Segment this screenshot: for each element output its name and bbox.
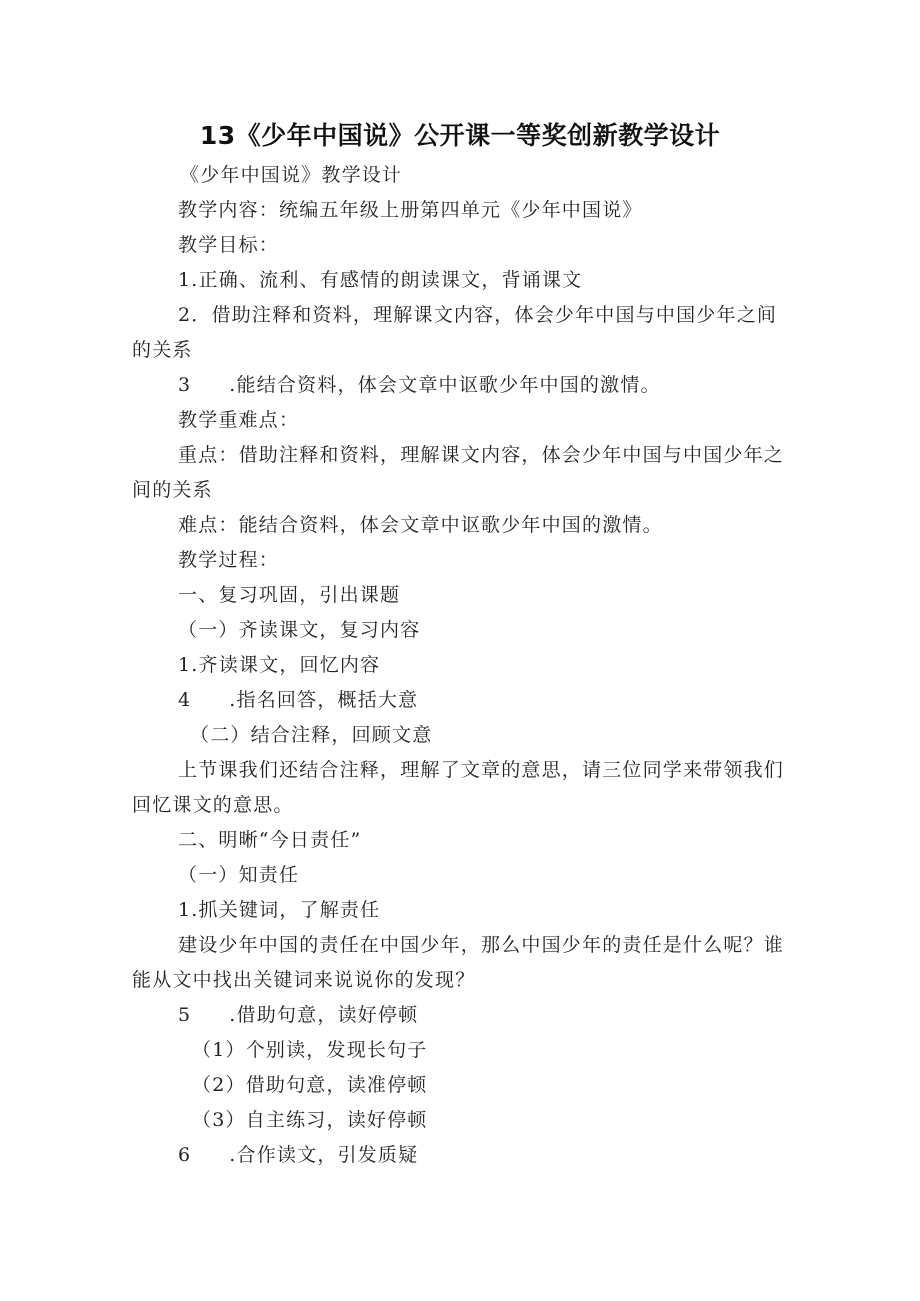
list-number: 6	[178, 1144, 192, 1166]
paragraph-body-cont: 回忆课文的意思。	[132, 794, 294, 816]
paragraph-difficulty: 难点：能结合资料，体会文章中讴歌少年中国的激情。	[178, 514, 663, 536]
subsection-heading-2-1: （一）知责任	[178, 864, 300, 886]
list-item: 1.抓关键词，了解责任	[178, 899, 381, 921]
section-heading-2: 二、明晰“今日责任”	[178, 829, 362, 851]
list-item	[178, 1000, 418, 1027]
paragraph-goal-2-cont: 的关系	[132, 339, 193, 361]
list-text: .指名回答，概括大意	[229, 689, 419, 711]
list-text: .合作读文，引发质疑	[229, 1144, 419, 1166]
list-number: 4	[178, 689, 192, 711]
sub-list-item: （1）个别读，发现长句子	[192, 1039, 428, 1061]
subsection-heading-1-2: （二）结合注释，回顾文意	[190, 724, 433, 746]
sub-list-item: （3）自主练习，读好停顿	[192, 1109, 428, 1131]
subsection-heading-1-1: （一）齐读课文，复习内容	[178, 619, 421, 641]
paragraph-content: 教学内容：统编五年级上册第四单元《少年中国说》	[178, 199, 643, 221]
paragraph-body: 建设少年中国的责任在中国少年，那么中国少年的责任是什么呢？谁	[178, 934, 785, 956]
list-item	[178, 1140, 418, 1167]
paragraph-goal-2: 2．借助注释和资料，理解课文内容，体会少年中国与中国少年之间	[178, 304, 778, 326]
paragraph-goals-heading: 教学目标：	[178, 234, 280, 256]
paragraph-key-point: 重点：借助注释和资料，理解课文内容，体会少年中国与中国少年之	[178, 444, 785, 466]
list-item: 1.齐读课文，回忆内容	[178, 654, 381, 676]
paragraph-process-heading: 教学过程：	[178, 549, 280, 571]
paragraph-goal-3	[178, 370, 661, 397]
list-item	[178, 685, 418, 712]
sub-list-item: （2）借助句意，读准停顿	[192, 1074, 428, 1096]
paragraph-body-cont: 能从文中找出关键词来说说你的发现？	[132, 969, 476, 991]
list-text: .借助句意，读好停顿	[229, 1004, 419, 1026]
section-heading-1: 一、复习巩固，引出课题	[178, 584, 401, 606]
list-text: .能结合资料，体会文章中讴歌少年中国的激情。	[229, 374, 661, 396]
document-title: 13《少年中国说》公开课一等奖创新教学设计	[199, 121, 721, 150]
paragraph-goal-1: 1.正确、流利、有感情的朗读课文，背诵课文	[178, 269, 583, 291]
paragraph-body: 上节课我们还结合注释，理解了文章的意思，请三位同学来带领我们	[178, 759, 785, 781]
paragraph-key-point-cont: 间的关系	[132, 479, 213, 501]
list-number: 3	[178, 374, 192, 396]
paragraph-key-points-heading: 教学重难点：	[178, 409, 300, 431]
list-number: 5	[178, 1004, 192, 1026]
paragraph-subtitle: 《少年中国说》教学设计	[180, 164, 403, 186]
